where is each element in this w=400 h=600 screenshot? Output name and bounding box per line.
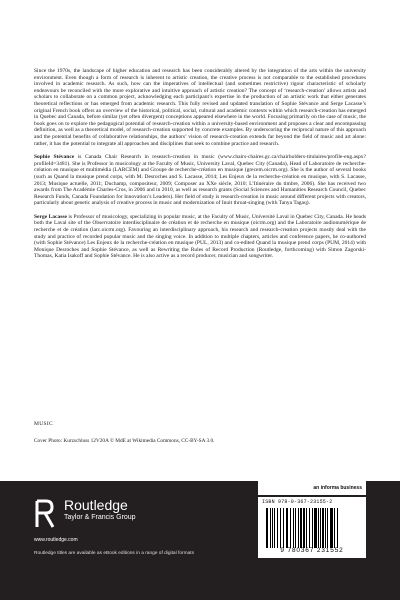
barcode-bar xyxy=(309,508,310,548)
cover-credit: Cover Photo: Kurzschluss 12V20A © MdE at Wikimedia Commons, CC-BY-SA 3.0. xyxy=(34,438,215,444)
barcode-digits: 9 780367 231552 xyxy=(280,547,344,554)
publisher-url[interactable]: www.routledge.com xyxy=(34,537,78,543)
barcode-bar xyxy=(334,508,335,548)
barcode-bar xyxy=(290,508,291,548)
barcode-bar xyxy=(303,508,305,548)
barcode-bar xyxy=(280,508,281,548)
barcode-bar xyxy=(327,508,328,548)
barcode-bar xyxy=(300,508,302,548)
barcode-bar xyxy=(330,508,333,548)
author-bio-stevance xyxy=(34,154,366,207)
author-bio-text: is Canada Chair Research in research-creation in music (www.chairs-chaires.gc.ca/chairholders-titulaires/profile-eng.aspx?profileId=3481). She is Professor in musicology at the Faculty of Music, University Laval, Quebec City (Canada), Head of Laboratoire de recherche-création en musique et multimédia (LARCEM) and Groupe de recherche-création en musique (grecem.oicrm.org). She is the author of several books (such as Quand la musique prend corps, with M. Desroches and S. Lacasse, 2014; Les Enjeux de la recherche-création en musique, with S. Lacasse, 2013; Musique actuelle, 2011; Duchamp, compositeur, 2009; Composer au XXe siècle, 2010; L’Itinéraire du timbre, 2006). She has received two awards from The Académie Charles-Cros, in 2006 and in 2010, as well as research grants (Social Sciences and Humanities Research Council, Quebec Research Funds, Canada Foundation for Innovation’s Leaders). Her field of study is research-creation in music around different projects with creators, particularly about genetic analysis of creative process in music and modernization of Inuit throat-singing (with Tanya Tagaq). xyxy=(34,154,366,207)
barcode-bar xyxy=(270,508,271,548)
author-name: Serge Lacasse xyxy=(34,213,67,220)
barcode-bar xyxy=(272,508,273,548)
barcode-bar xyxy=(286,508,288,548)
ebook-note: Routledge titles are available as eBook editions in a range of digital formats xyxy=(34,551,194,556)
barcode-bar xyxy=(274,508,275,548)
barcode-bar xyxy=(293,508,294,548)
barcode-bar xyxy=(337,508,338,548)
author-name: Sophie Stévance xyxy=(34,154,75,161)
barcode-bar xyxy=(298,508,299,548)
back-cover-text xyxy=(34,68,366,267)
barcode-bar xyxy=(312,508,313,548)
barcode-bar xyxy=(325,508,326,548)
author-bio-text: is Professor of musicology, specializing in popular music, at the Faculty of Music, Université Laval in Quebec City, Canada. He heads both the Laval site of the Observatoire interdisciplinaire de création et de recherche en musique (oicrm.org) and the Laboratoire audionumérique de recherche et de création (larc.oicrm.org). Favouring an interdisciplinary approach, his research and research-creation projects mostly deal with the study and practice of recorded popular music and the singing voice. In addition to multiple chapters, articles and conference papers, he co-authored (with Sophie Stévance) Les Enjeux de la recherche-création en musique (PUL, 2013) and co-edited Quand la musique prend corps (PUM, 2014) with Monique Desroches and Sophie Stévance, as well as Rewriting the Rules of Record Production (Routledge, forthcoming) with Simon Zagorski-Thomas, Katia Isakoff and Sophie Stévance. He is also active as a record producer, musician and songwriter. xyxy=(34,213,366,260)
author-bio-lacasse xyxy=(34,214,366,260)
barcode-bar xyxy=(318,508,319,548)
isbn-barcode xyxy=(258,497,366,558)
blurb-paragraph: Since the 1970s, the landscape of higher education and research has been considerably altered by the integration of the arts within the university environment. Even though a form of research is inherent to artistic creation, the creative process is not comparable to the established procedures involved in academic research. As such, how can the imperatives of intellectual (and sometimes restrictive) rigour characteristic of scholarly endeavours be reconciled with the more explorative and intuitive approach of artistic creation? The concept of ‘research-creation’ allows artists and scholars to collaborate on a common project, acknowledging each participant’s expertise in the production of an artistic work that either generates theoretical reflections or has emerged from academic research. This fully revised and updated translation of Sophie Stévance and Serge Lacasse’s original French book offers an overview of the historical, political, social, cultural and academic contexts within which research-creation has emerged in Quebec and Canada, before similar (yet often divergent) conceptions appeared elsewhere in the world. Focusing primarily on the case of music, the book goes on to explore the pedagogical potential of research-creation within a university-based environment and proposes a clear and encompassing definition, as well as a theoretical model, of research-creation supported by concrete examples. By underscoring the reciprocal nature of this approach and the potential benefits of collaborative relationships, the authors’ vision of research-creation extends far beyond the field of music and art alone: rather, it has the potential to integrate all approaches and disciplines that seek to combine practice and research. xyxy=(34,68,366,147)
informa-tag: an informa business xyxy=(258,481,366,495)
subject-category: MUSIC xyxy=(34,421,53,427)
logo-wordmark: Routledge xyxy=(64,497,128,513)
barcode-bar xyxy=(306,508,307,548)
isbn-label: ISBN 978-0-367-23155-2 xyxy=(262,499,333,505)
barcode-bar xyxy=(266,508,268,548)
barcode-bar xyxy=(320,508,321,548)
barcode-bar xyxy=(314,508,317,548)
barcode-bar xyxy=(283,508,284,548)
barcode-bar xyxy=(277,508,278,548)
barcode-bars xyxy=(266,508,358,548)
barcode-bar xyxy=(295,508,296,548)
routledge-mark-icon xyxy=(34,499,56,529)
barcode-bar xyxy=(322,508,324,548)
logo-subtitle: Taylor & Francis Group xyxy=(64,514,136,521)
